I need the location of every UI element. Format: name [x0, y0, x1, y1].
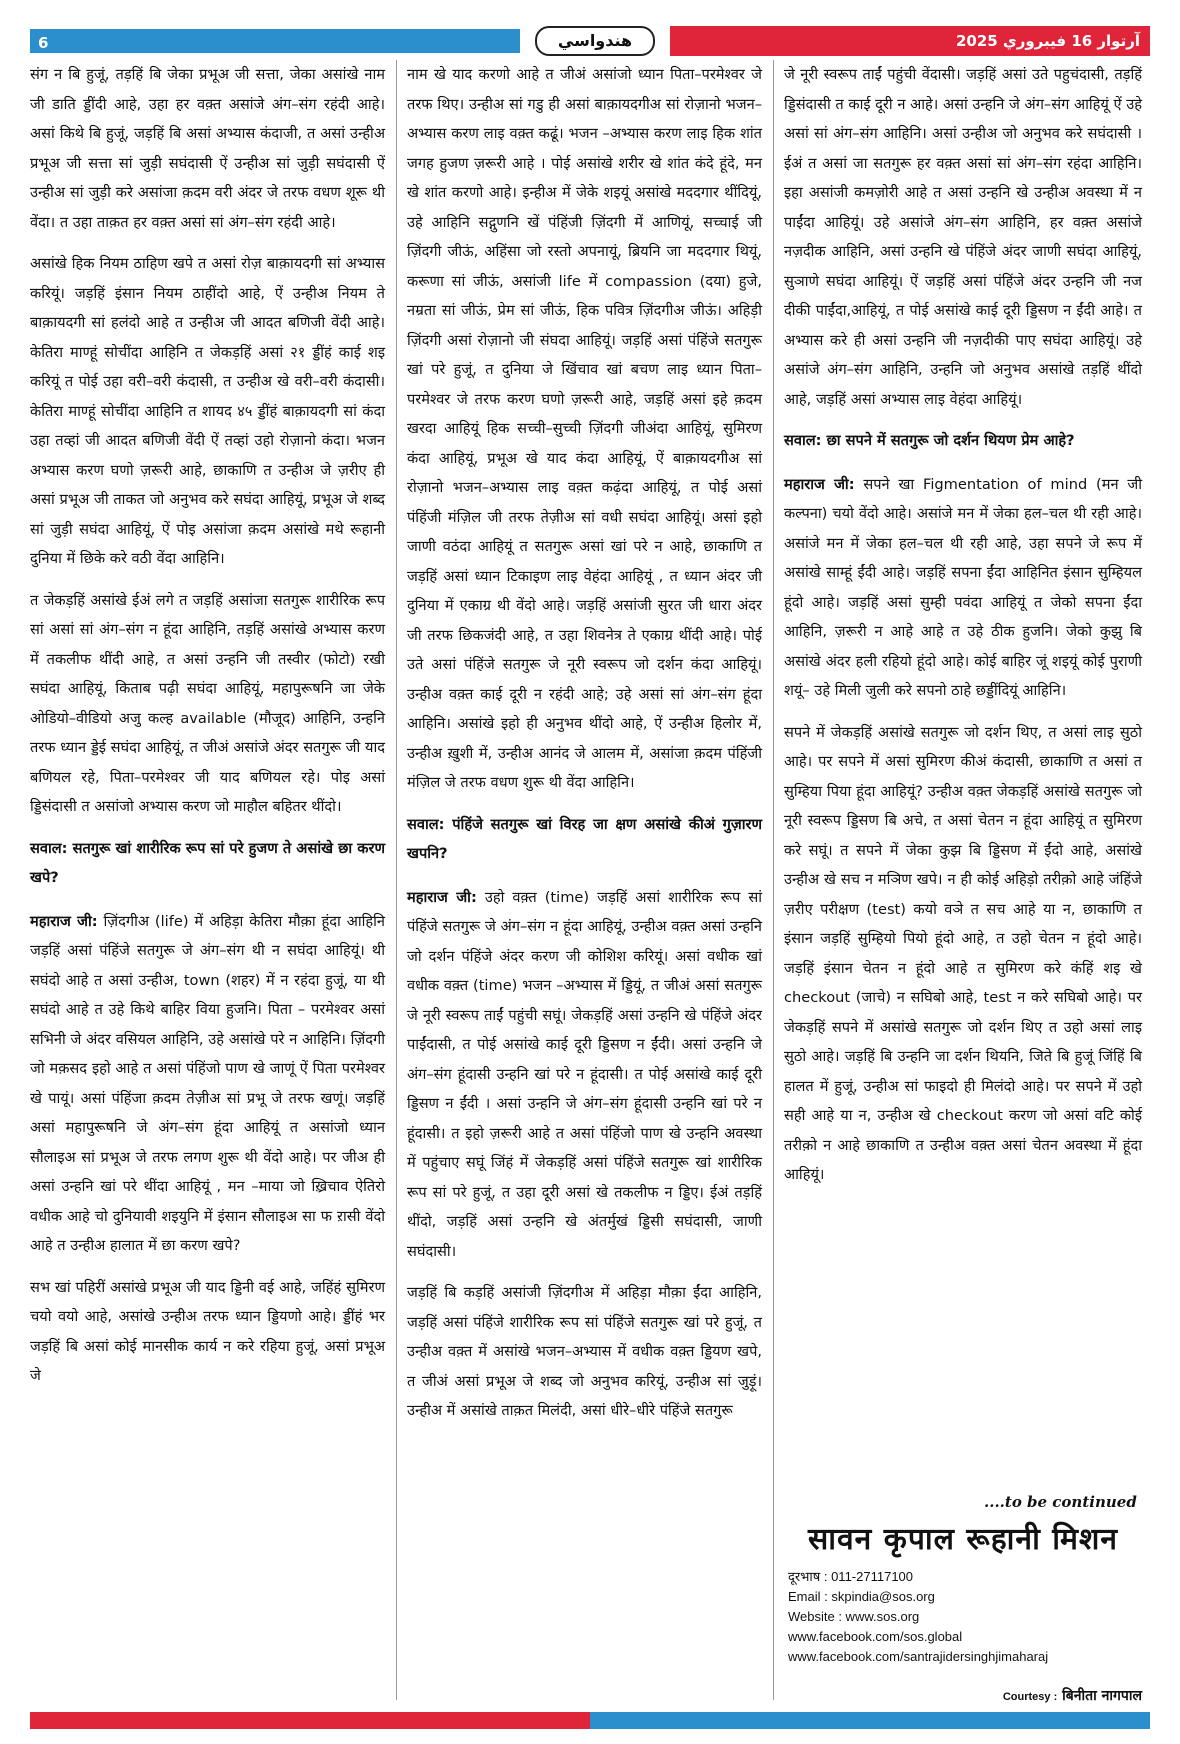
paragraph: त जेकड़हिं असांखे ईअं लगे त जड़हिं असांजा सतगुरू शारीरिक रूप सां असां सां अंग–संग न हूंदा आहिनि, तड़हिं असांखे अभ्यास करण में तकलीफ थींदी आहे, त असां उन्हनि जी तस्वीर (फोटो) रखी सघंदा आहियूं, किताब पढ़ी सघंदा आहियूं, महापुरूषनि जा जेके ओडियो–वीडियो अजु कल्ह available (मौजूद) आहिनि, उन्हनि तरफ ध्यान ड्डेई सघंदा आहियूं, त जीअं असांजे अंदर सतगुरू जी याद बणियल रहे, पिता–परमेश्वर जी याद बणियल रहे। पोइ असां ड्डिसंदासी त असांजो अभ्यास करण जो माहौल बहितर थींदो। [30, 591, 385, 815]
column-divider [396, 60, 397, 1700]
courtesy-name: बिनीता नागपाल [1062, 1688, 1142, 1704]
answer-label: महाराज जी: [407, 888, 477, 906]
article-column-3 [784, 60, 1142, 1202]
answer-paragraph [30, 907, 385, 1261]
question-heading: सवाल: छा सपने में सतगुरू जो दर्शन थियण प्रेम आहे? [784, 432, 1075, 449]
website: Website : www.sos.org [788, 1609, 920, 1624]
paragraph: सपने में जेकड़हिं असांखे सतगुरू जो दर्शन थिए, त असां लाइ सुठो आहे। पर सपने में असां सुमिरण कीअं कंदासी, छाकाणि त असां त सुम्हिया पिया हूंदा आहियूं? उन्हीअ वक़्त जेकड़हिं असांखे सतगुरू जो नूरी स्वरूप ड्डिसण बि अचे, त असां चेतन न हूंदा आहियूं त सुमिरण करे सघूं। त सपने में जेका कुझ बि ड्डिसण में ईंदो आहे, असांखे उन्हीअ खे सच न मञिण खपे। न ही कोई अहिड़ो तरीक़ो आहे जंहिंजे ज़रीए परीक्षण (test) कयो वञे त सच आहे या न, छाकाणि त इंसान जड़हिं सुम्हियो पियो हूंदो आहे, त उहो चेतन न हूंदो आहे। जड़हिं इंसान चेतन न हूंदो आहे त सुमिरण करे कंहिं शइ खे checkout (जाचे) न सघिबो आहे, test न करे सघिबो आहे। पर जेकड़हिं सपने में असांखे सतगुरू जो दर्शन थिए त उहो असां लाइ सुठो आहे। जड़हिं बि उन्हनि जा दर्शन थियनि, जिते बि हुजूं जिंहिं बि हालत में हुजूं, उन्हीअ सां फाइदो ही मिलंदो आहे। पर सपने में उहो सही आहे या न, उन्हीअ खे checkout करण जो असां वटि कोई तरीक़ो न आहे छाकाणि त उन्हीअ वक़्त असां चेतन अवस्था में हूंदा आहियूं। [784, 723, 1142, 1183]
header-bar-left [30, 29, 520, 53]
paragraph: असांखे हिक नियम ठाहिण खपे त असां रोज़ बाक़ायदगी सां अभ्यास करियूं। जड़हिं इंसान नियम ठाहींदो आहे, ऐं उन्हीअ नियम ते बाक़ायदगी सां हलंदो आहे त उन्हीअ जी आदत बणिजी वेंदी आहे। केतिरा माण्हूं सोचींदा आहिनि त जेकड़हिं असां २१ ड्डींहं काई शइ करियूं त पोई उहा वरी–वरी कंदासी, त उन्हीअ खे वरी–वरी कंदासी। केतिरा माण्हूं सोचींदा आहिनि त शायद ४५ ड्डींहं बाक़ायदगी सां कंदा उहा तव्हां जी आदत बणिजी वेंदी ऐं तव्हां उहो रोज़ानो कंदा। भजन अभ्यास करण घणो ज़रूरी आहे, छाकाणि त उन्हीअ जे ज़रीए ही असां प्रभूअ जी ताकत जो अनुभव करे सघंदा आहियूं, प्रभूअ जे शब्द सां जुड़ी सघंदा आहियूं, ऐं पोइ असांजा क़दम असांखे मथे रूहानी दुनिया में छिके करे वठी वेंदा आहिनि। [30, 255, 385, 567]
mission-name: सावन कृपाल रूहानी मिशन [807, 1522, 1119, 1557]
header-bar-right [670, 26, 1150, 56]
article-column-2 [407, 60, 762, 1438]
question-heading: सवाल: सतगुरू खां शारीरिक रूप सां परे हुजण ते असांखे छा करण खपे? [30, 839, 385, 886]
to-be-continued: ....to be continued [984, 1493, 1137, 1511]
footer-bar-left [30, 1712, 590, 1729]
newspaper-masthead: هندواسي [535, 26, 655, 56]
paragraph: जड़हिं बि कड़हिं असांजी ज़िंदगीअ में अहिड़ा मौक़ा ईंदा आहिनि, जड़हिं असां पंहिंजे शारीरिक रूप सां पंहिंजे सतगुरू खां परे हुजूं, त उन्हीअ वक़्त में असांखे भजन–अभ्यास में वधीक वक़्त ड्डियण खपे, त जीअं असां प्रभूअ जे शब्द जो अनुभव करियूं, उन्हीअ सां जुड़ूं। उन्हीअ में असांखे ताक़त मिलंदी, असां धीरे–धीरे पंहिंजे सतगुरू [407, 1284, 762, 1419]
answer-text: ज़िंदगीअ (life) में अहिड़ा केतिरा मौक़ा हूंदा आहिनि जड़हिं असां पंहिंजे सतगुरू जे अंग–संग थी न सघंदा आहियूं। थी सघंदो आहे त असां उन्हीअ, town (शहर) में न रहंदा हुजूं, या थी सघंदो आहे त उहे किथे बाहिर विया हुजनि। पिता – परमेश्वर असां सभिनी जे अंदर वसियल आहिनि, उहे असांखे परे न आहिनि। ज़िंदगी जो मक़सद इहो आहे त असां पंहिंजो पाण खे जाणूं ऐं पिता परमेश्वर खे पायूं। असां पंहिंजा क़दम तेज़ीअ सां प्रभू जे तरफ खणूं। जड़हिं असां महापुरूषनि जे अंग–संग हूंदा आहियूं त असांजो ध्यान सौलाइअ सां प्रभूअ जे तरफ लगण शुरू थी वेंदो आहे। पर जीअ ही असां उन्हनि खां परे थींदा आहियूं , मन –माया जो ख़्रिचाव ऐतिरो वधीक आहे चो दुनियावी शइयुनि में इंसान सौलाइअ सा फ ऱासी वेंदो आहे त उन्हीअ हालात में छा करण खपे? [30, 912, 386, 1254]
facebook-link: www.facebook.com/sos.global [788, 1629, 963, 1644]
answer-paragraph [784, 470, 1142, 706]
dateline: آرتوار 16 فيبروري 2025 [956, 32, 1140, 50]
paragraph: संग न बि हुजूं, तड़हिं बि जेका प्रभूअ जी सत्ता, जेका असांखे नाम जी डाति ड्डींदी आहे, उहा हर वक़्त असांजे अंग–संग रहंदी आहे। असां किथे बि हुजूं, जड़हिं बि असां अभ्यास कंदाजी, त असां उन्हीअ प्रभूअ जी सत्ता सां जुड़ी सघंदासी ऐं उन्हीअ सां जुड़ी सघंदासी ऐं उन्हीअ सां जुड़ी करे असांजा क़दम वरी अंदर जे तरफ वधण शूरू थी वेंदा। त उहा ताक़त हर वक़्त असां सां अंग–संग रहंदी आहे। [30, 66, 385, 231]
email: Email : skpindia@sos.org [788, 1589, 935, 1604]
paragraph: सभ खां पहिरीं असांखे प्रभूअ जी याद ड्डिनी वई आहे, जहिंहं सुमिरण चयो वयो आहे, असांखे उन्हीअ तरफ ध्यान ड्डियणो आहे। ड्डींहं भर जड़हिं बि असां कोई मानसीक कार्य न करे रहिया हुजूं, असां प्रभूअ जे [30, 1278, 385, 1384]
article-column-1 [30, 60, 385, 1403]
paragraph: नाम खे याद करणो आहे त जीअं असांजो ध्यान पिता–परमेश्वर जे तरफ थिए। उन्हीअ सां गडु ही असां बाक़ायदगीअ सां रोज़ानो भजन–अभ्यास करण लाइ वक़्त कढूं। भजन –अभ्यास करण लाइ हिक शांत जगह हुजण ज़रूरी आहे । पोई असांखे शरीर खे शांत कंदे हूंदे, मन खे शांत करणो आहे। इन्हीअ में जेके शइयूं असांखे मददगार थींदियूं, उहे आहिनि सद्गुणनि खें पंहिंजी ज़िंदगी में आणियूं, सच्चाई जी ज़िंदगी जीऊं, अहिंसा जो रस्तो अपनायूं, ब्रियनि जा मददगार थियूं, करूणा सां जीऊं, असांजी life में compassion (दया) हुजे, नम्रता सां जीऊं, प्रेम सां जीऊं, हिक पवित्र ज़िंदगीअ जीऊं। अहिड़ी ज़िंदगी असां रोज़ानो जी संघदा आहियूं। जड़हिं असां पंहिंजे सतगुरू खां परे हुजूं, त दुनिया जे खिंचाव खां बचण लाइ ध्यान पिता–परमेश्वर जे तरफ करण घणो ज़रूरी आहे, जड़हिं असां इहे क़दम खरदा आहियूं हिक सच्ची–सुच्ची ज़िंदगी जीअंदा आहियूं, सुमिरण कंदा आहियूं, प्रभूअ खे याद कंदा आहियूं, ऐं बाक़ायदगीअ सां रोज़ानो भजन–अभ्यास लाइ वक़्त कढ़ंदा आहियूं, त पोई असां पंहिंजी मंज़िल जी तरफ तेज़ीअ सां वधी सघंदा आहियूं। असां इहो जाणी वठंदा आहियूं त सतगुरू असां खां परे न आहे, छाकाणि त जड़हिं असां ध्यान टिकाइण लाइ वेहंदा आहियूं , त ध्यान अंदर जी दुनिया में एकाग्र थी वेंदो आहे। जड़हिं असांजी सुरत जी धारा अंदर जी तरफ छिकजंदी आहे, त उहा शिवनेत्र ते एकाग्र थींदी आहे। पोई उते असां पंहिंजे सतगुरू जे नूरी स्वरूप जो दर्शन कंदा आहियूं। उन्हीअ वक़्त काई दूरी न रहंदी आहे; उहे असां सां अंग–संग हूंदा आहिनि। असांखे इहो ही अनुभव थींदो आहे, ऐं उन्हीअ हिलोर में, उन्हीअ ख़ुशी में, उन्हीअ आनंद जे आलम में, असांजा क़दम पंहिंजी मंज़िल जे तरफ वधण शुरू थी वेंदा आहिनि। [407, 66, 762, 791]
courtesy [1003, 1686, 1142, 1705]
phone: दूरभाष : 011-27117100 [788, 1569, 914, 1584]
page-number: 6 [38, 34, 49, 52]
answer-paragraph [407, 883, 762, 1267]
paragraph: जे नूरी स्वरूप ताईं पहुंची वेंदासी। जड़हिं असां उते पहुचंदासी, तड़हिं ड्डिसंदासी त काई दूरी न आहे। असां उन्हनि जे अंग–संग आहियूं ऐं उहे असां सां अंग–संग आहिनि। असां उन्हीअ जो अनुभव करे सघंदासी । ईअं त असां जा सतगुरू हर वक़्त असां सां अंग–संग रहंदा आहिनि। इहा असांजी कमज़ोरी आहे त असां उन्हनि खे उन्हीअ अवस्था में न पाईंदा आहियूं। उहे असांजे अंग–संग आहिनि, हर वक़्त असांजे नज़दीक आहिनि, असां उन्हनि खे पंहिंजे अंदर जाणी सघंदा आहियूं, सुञाणे सघंदा आहियूं। ऐं जड़हिं असां पंहिंजे अंदर उन्हनि जी नज दीकी पाईंदा,आहियूं, त पोई असांखे काई दूरी ड्डिसण न ईंदी आहे। त अभ्यास करे ही असां उन्हनि जी नज़दीकी पाए सघंदा आहियूं। उहे असांजे अंग–संग आहिनि, उन्हनि जो अनुभव असांखे तड़हिं थींदो आहे, जड़हिं असां अभ्यास लाइ वेहंदा आहियूं। [784, 66, 1142, 408]
answer-label: महाराज जी: [784, 475, 855, 493]
courtesy-label: Courtesy : [1002, 1691, 1058, 1703]
answer-text: सपने खा Figmentation of mind (मन जी कल्पना) चयो वेंदो आहे। असांजे मन में जेका हल–चल थी रही आहे। असांजे मन में जेका हल–चल थी रही आहे, उहा सपने जे रूप में असांखे साम्हूं ईंदी आहे। जड़हिं सपना ईंदा आहिनित इंसान सुम्हियल हूंदो आहे। जड़हिं असां सुम्ही पवंदा आहियूं त जेको सपना ईंदा आहिनि, ज़रूरी न आहे आहे त उहे ठीक हुजनि। जेको कुझु बि असांखे अंदर हली रहियो हूंदो आहे। कोई बाहिर जूं शइयूं कोई पुराणी शयूं– उहे मिली जुली करे सपनो ठाहे छड्डींदियूं आहिनि। [784, 475, 1142, 699]
question-heading: सवाल: पंहिंजे सतगुरू खां विरह जा क्षण असांखे कीअं गुज़ारण खपनि? [407, 815, 762, 862]
answer-label: महाराज जी: [30, 912, 98, 930]
page-header [30, 26, 1150, 56]
contact-info [788, 1567, 1048, 1667]
answer-text: उहो वक़्त (time) जड़हिं असां शारीरिक रूप सां पंहिंजे सतगुरू जे अंग–संग न हूंदा आहियूं, उन्हीअ वक़्त असां उन्हनि जो दर्शन पंहिंजे अंदर करण जी कोशिश करियूं। असां वधीक खां वधीक वक़्त (time) भजन –अभ्यास में ड्डियूं, त जीअं असां सतगुरू जे नूरी स्वरूप ताईं पहुंची सघूं। जेकड़हिं असां उन्हनि खे पंहिंजे अंदर पाईंदासी, त पोई असांखे काई दूरी ड्डिसण न ईंदी। असां उन्हनि जे अंग–संग हूंदासी उन्हनि खां परे न हूंदासी। त पोई असांखे काई दूरी ड्डिसण न ईंदी । असां उन्हनि जे अंग–संग हूंदासी उन्हनि खां परे न हूंदासी। त इहो ज़रूरी आहे त असां पंहिंजो पाण खे उन्हनि अवस्था में पहुंचाए सघूं जिंहं में जेकड़हिं असां पंहिंजे सतगुरू खां शारीरिक रूप सां परे हुजूं, त उहा दूरी असां खे तकलीफ न ड्डिए। ईअं तड़हिं थींदो, जड़हिं असां उन्हनि खे अंतर्मुखं ड्डिसी सघंदासी, जाणी सघंदासी। [407, 888, 763, 1260]
facebook-link: www.facebook.com/santrajidersinghjimaharaj [788, 1649, 1049, 1664]
footer-bar-right [590, 1712, 1150, 1729]
column-divider [773, 60, 774, 1700]
